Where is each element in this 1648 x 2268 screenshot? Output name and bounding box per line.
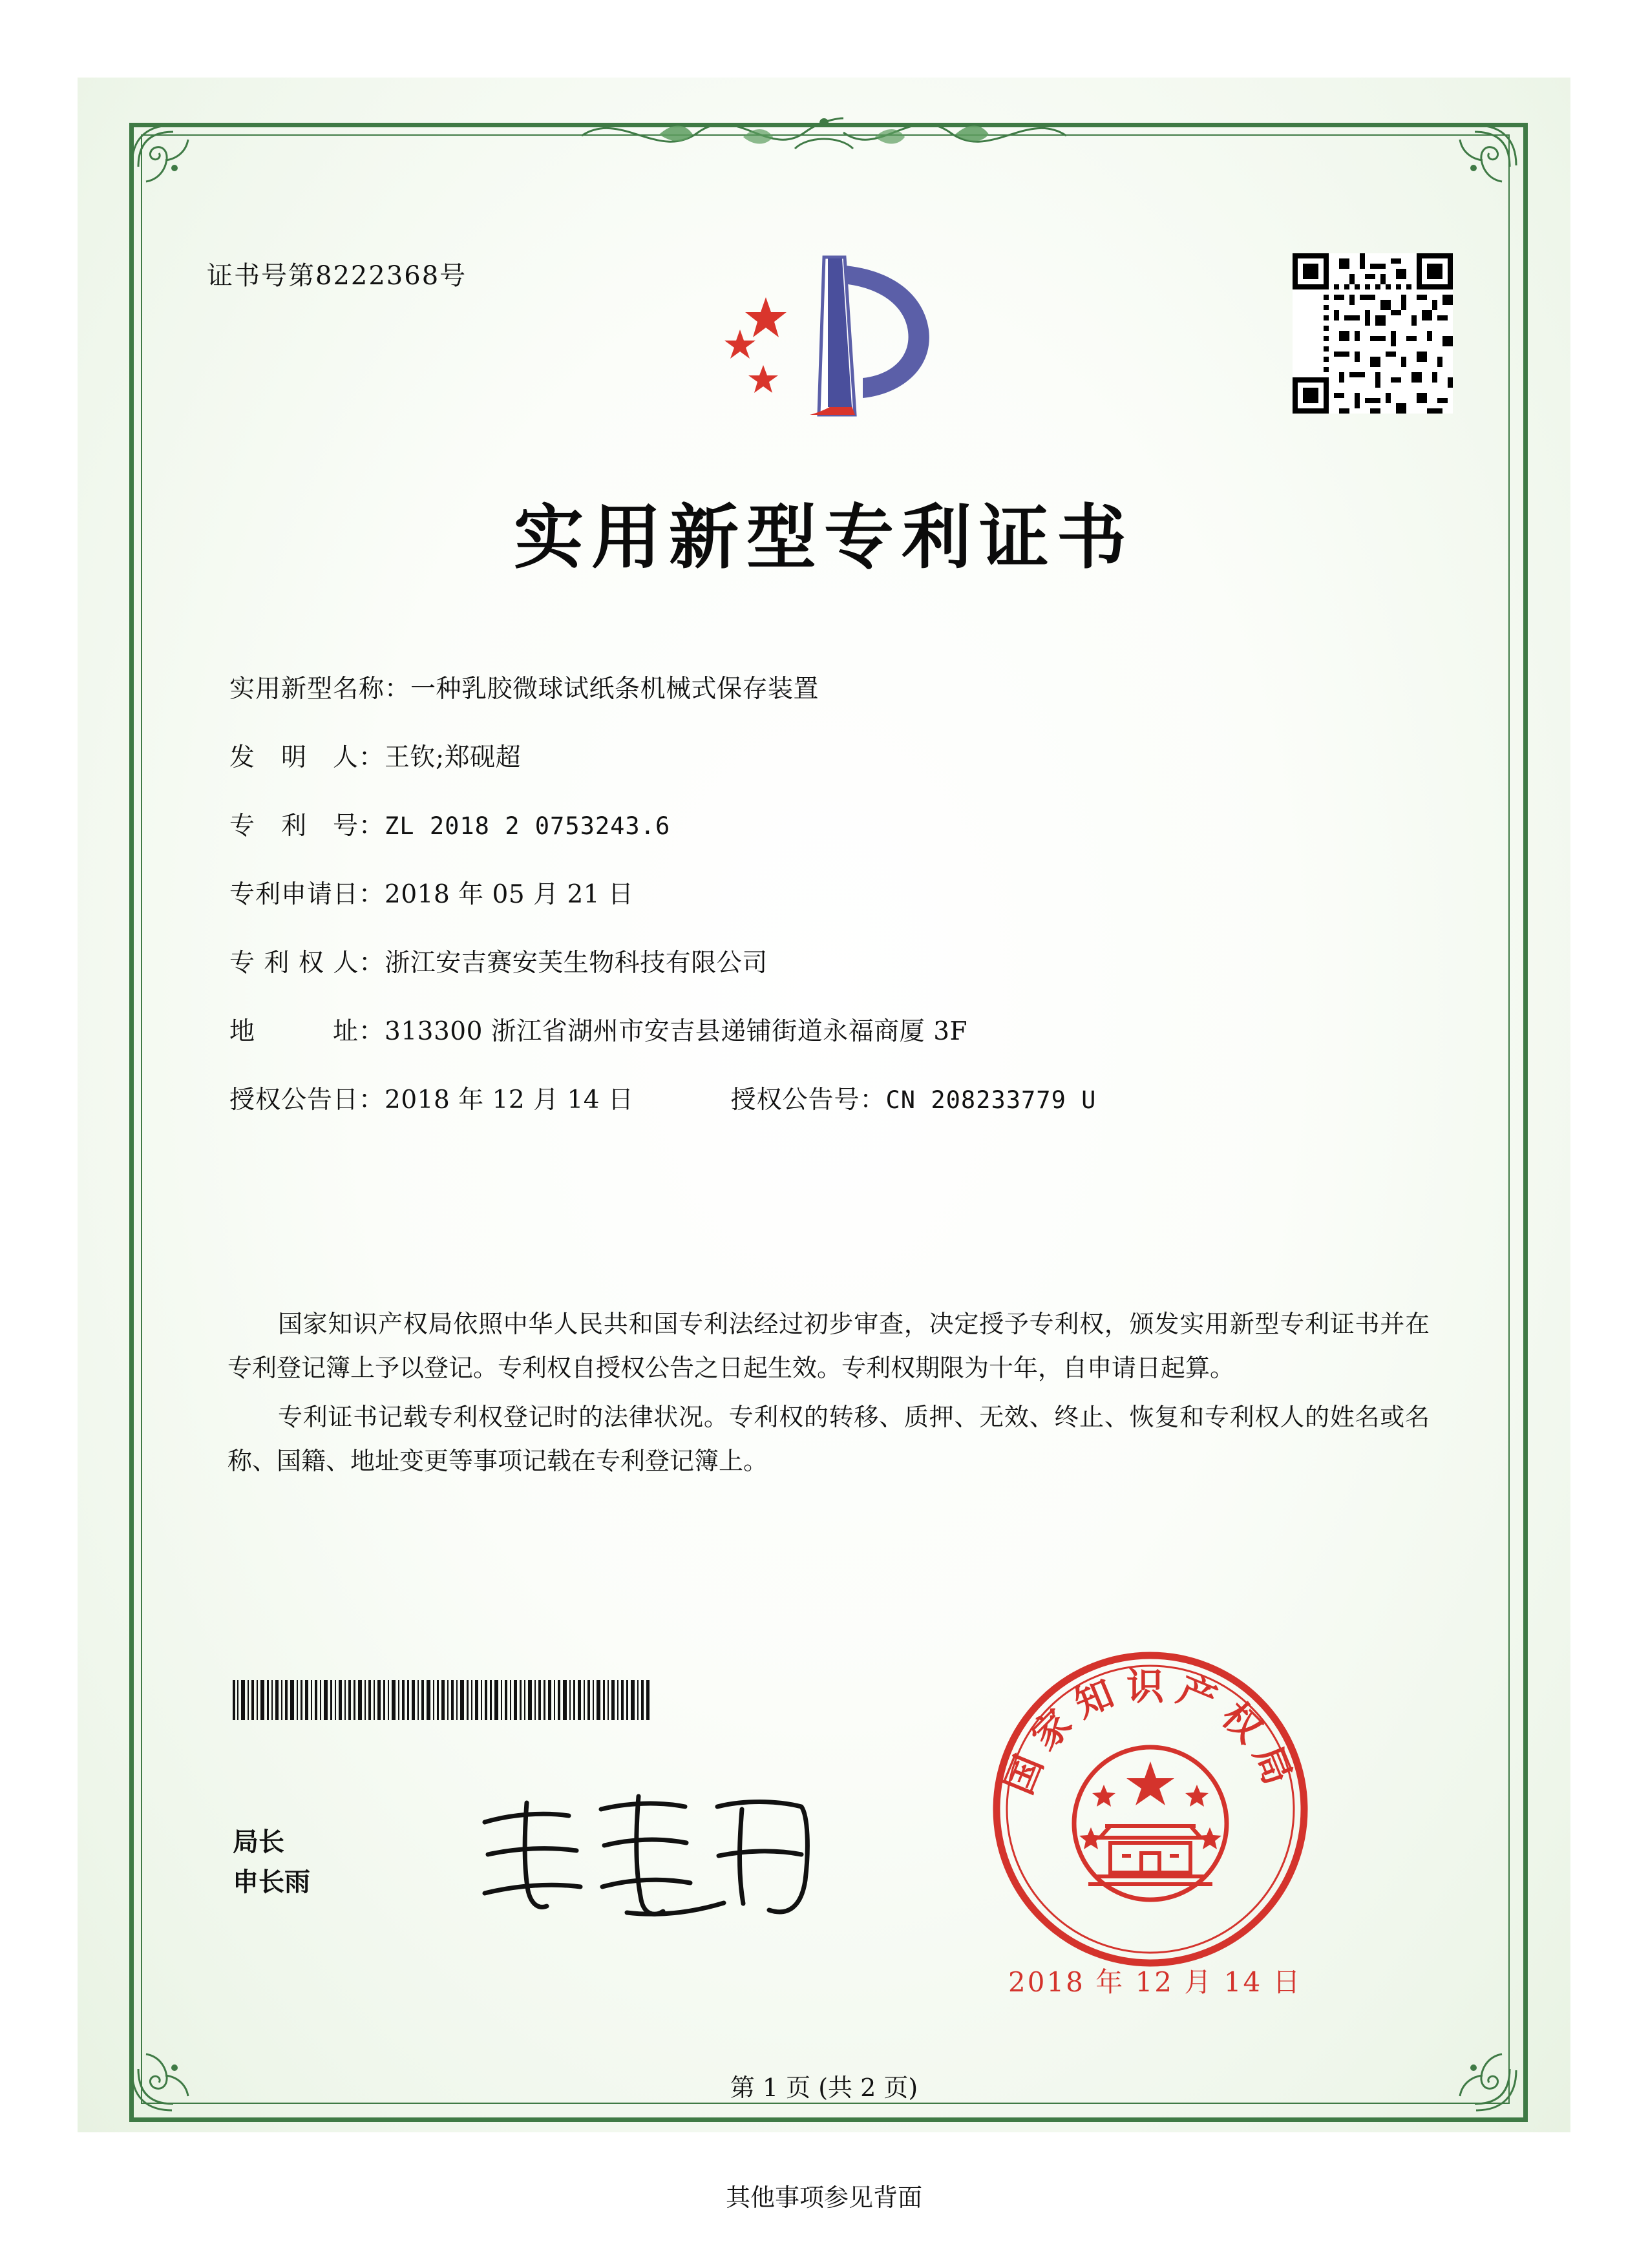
official-seal — [989, 1648, 1312, 1971]
field-label: 专 利 号： — [229, 812, 385, 841]
signature-name: 申长雨 — [233, 1867, 310, 1897]
field-row — [229, 943, 1457, 979]
field-label: 地 址： — [229, 1017, 385, 1046]
grant-number-label: 授权公告号： — [730, 1086, 886, 1115]
grant-number-value: CN 208233779 U — [885, 1086, 1097, 1114]
field-row — [229, 669, 1457, 705]
paragraph: 国家知识产权局依照中华人民共和国专利法经过初步审查，决定授予专利权，颁发实用新型专利证书并在专利登记簿上予以登记。专利权自授权公告之日起生效。专利权期限为十年，自申请日起算。 — [227, 1310, 1430, 1382]
field-list — [229, 669, 1457, 1148]
body-text — [227, 1302, 1430, 1488]
field-value: ZL 2018 2 0753243.6 — [385, 812, 671, 840]
barcode — [233, 1680, 653, 1720]
qr-code-icon — [1293, 253, 1453, 414]
grant-announcement-row — [229, 1080, 1457, 1116]
field-row — [229, 737, 1457, 773]
grant-date-label: 授权公告日： — [229, 1086, 385, 1115]
field-value: 一种乳胶微球试纸条机械式保存装置 — [410, 675, 819, 704]
seal-text: 国家知识产权局 — [997, 1664, 1304, 1801]
top-garland-ornament-icon — [582, 97, 1066, 168]
field-label: 专 利 权 人： — [229, 949, 385, 978]
field-label: 实用新型名称： — [229, 675, 411, 704]
field-value: 313300 浙江省湖州市安吉县递铺街道永福商厦 3F — [385, 1017, 968, 1046]
field-row — [229, 1011, 1457, 1047]
seal-date: 2018 年 12 月 14 日 — [1008, 1966, 1302, 1998]
page-number: 第 1 页 (共 2 页) — [730, 2074, 918, 2102]
field-value: 王钦;郑砚超 — [385, 743, 522, 772]
cnipa-logo-icon — [701, 246, 973, 433]
field-value: 浙江安吉赛安芙生物科技有限公司 — [385, 949, 768, 978]
field-label: 专利申请日： — [229, 880, 385, 909]
paragraph: 专利证书记载专利权登记时的法律状况。专利权的转移、质押、无效、终止、恢复和专利权人的姓名或名称、国籍、地址变更等事项记载在专利登记簿上。 — [227, 1403, 1430, 1475]
back-side-note: 其他事项参见背面 — [725, 2183, 922, 2212]
field-label: 发 明 人： — [229, 743, 385, 772]
handwritten-signature-icon — [465, 1783, 827, 1932]
page-title: 实用新型专利证书 — [513, 497, 1134, 578]
signature-block — [233, 1822, 310, 1902]
signature-role: 局长 — [233, 1827, 284, 1857]
field-row — [229, 806, 1457, 842]
field-value: 2018 年 05 月 21 日 — [385, 880, 634, 909]
grant-date-value: 2018 年 12 月 14 日 — [385, 1086, 634, 1115]
field-row — [229, 874, 1457, 910]
certificate-number: 证书号第8222368号 — [207, 261, 467, 291]
